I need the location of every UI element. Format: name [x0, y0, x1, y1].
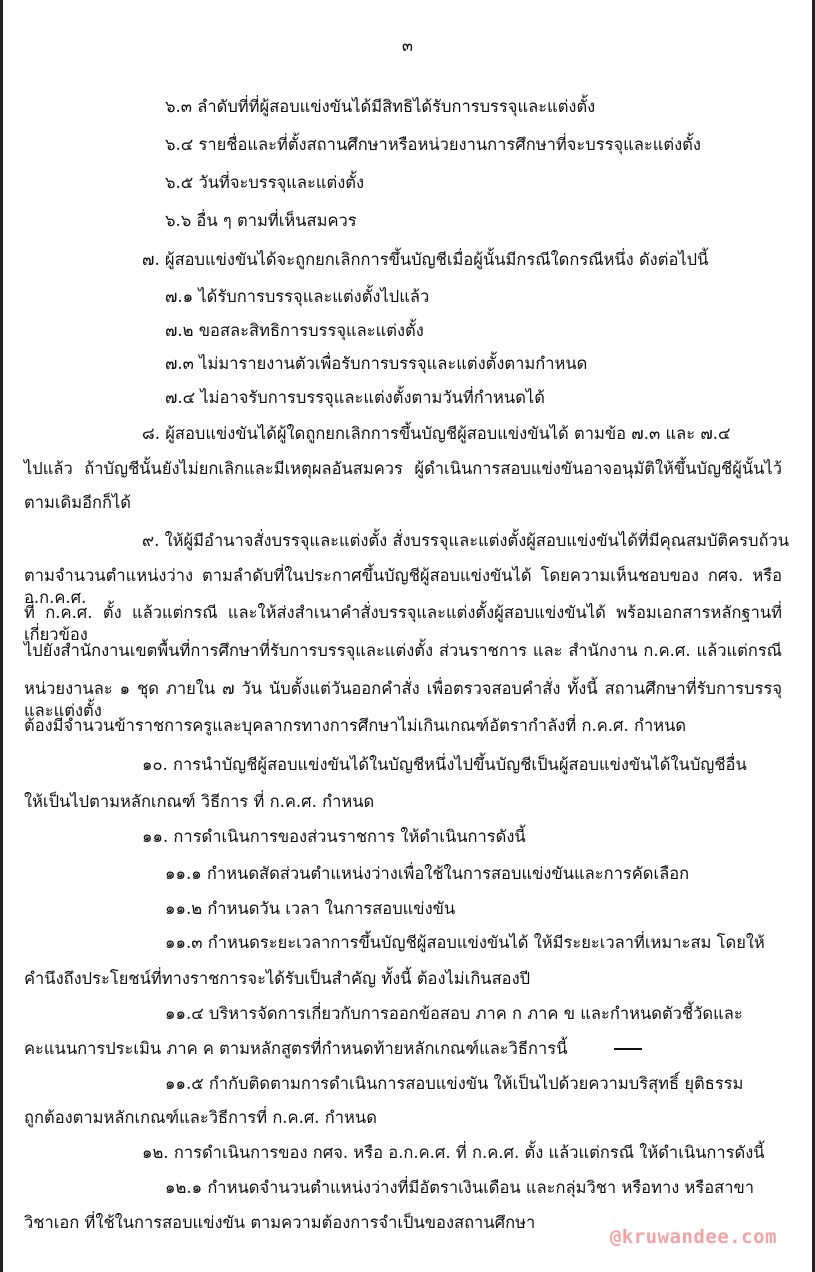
clause-7-1: ๗.๑ ได้รับการบรรจุและแต่งตั้งไปแล้ว	[165, 287, 430, 306]
clause-10-line-2: ให้เป็นไปตามหลักเกณฑ์ วิธีการ ที่ ก.ค.ศ. กำหนด	[24, 792, 375, 811]
clause-12-1-line-1: ๑๒.๑ กำหนดจำนวนตำแหน่งว่างที่มีอัตราเงินเดือน และกลุ่มวิชา หรือทาง หรือสาขา	[165, 1178, 755, 1197]
clause-9-line-1: ๙. ให้ผู้มีอำนาจสั่งบรรจุและแต่งตั้ง สั่งบรรจุและแต่งตั้งผู้สอบแข่งขันได้ที่มีคุณสมบัติครบถ้วน	[142, 531, 790, 550]
clause-11: ๑๑. การดำเนินการของส่วนราชการ ให้ดำเนินการดังนี้	[142, 827, 526, 846]
clause-6-3: ๖.๓ ลำดับที่ที่ผู้สอบแข่งขันได้มีสิทธิได้รับการบรรจุและแต่งตั้ง	[165, 97, 596, 116]
clause-11-5-line-2: ถูกต้องตามหลักเกณฑ์และวิธีการที่ ก.ค.ศ. กำหนด	[24, 1108, 377, 1127]
page-number: ๓	[402, 36, 413, 55]
watermark: @kruwandee.com	[609, 1226, 777, 1248]
clause-9-line-2: ตามจำนวนตำแหน่งว่าง ตามลำดับที่ในประกาศขึ้นบัญชีผู้สอบแข่งขันได้ โดยความเห็นชอบของ กศจ. หรือ อ.ก.ค.ศ.	[24, 566, 782, 607]
clause-8-line-3: ตามเดิมอีกก็ได้	[24, 493, 131, 512]
clause-10-line-1: ๑๐. การนำบัญชีผู้สอบแข่งขันได้ในบัญชีหนึ่งไปขึ้นบัญชีเป็นผู้สอบแข่งขันได้ในบัญชีอื่น	[142, 755, 747, 774]
clause-7-2: ๗.๒ ขอสละสิทธิการบรรจุและแต่งตั้ง	[165, 321, 424, 340]
clause-9-line-3: ที่ ก.ค.ศ. ตั้ง แล้วแต่กรณี และให้ส่งสำเนาคำสั่งบรรจุและแต่งตั้งผู้สอบแข่งขันได้ พร้อมเอกสารหลักฐานที่เกี่ยวข้อง	[24, 603, 782, 644]
clause-8-line-2: ไปแล้ว ถ้าบัญชีนั้นยังไม่ยกเลิกและมีเหตุผลอันสมควร ผู้ดำเนินการสอบแข่งขันอาจอนุมัติให้ขึ้นบัญชีผู้นั้นไว้	[24, 459, 782, 478]
clause-7-3: ๗.๓ ไม่มารายงานตัวเพื่อรับการบรรจุและแต่งตั้งตามกำหนด	[165, 354, 588, 373]
clause-9-line-5: หน่วยงานละ ๑ ชุด ภายใน ๗ วัน นับตั้งแต่วันออกคำสั่ง เพื่อตรวจสอบคำสั่ง ทั้งนี้ สถานศึกษาที่รับการบรรจุและแต่งตั้ง	[24, 679, 782, 720]
clause-12: ๑๒. การดำเนินการของ กศจ. หรือ อ.ก.ค.ศ. ที่ ก.ค.ศ. ตั้ง แล้วแต่กรณี ให้ดำเนินการดังนี้	[142, 1143, 765, 1162]
clause-6-4: ๖.๔ รายชื่อและที่ตั้งสถานศึกษาหรือหน่วยงานการศึกษาที่จะบรรจุและแต่งตั้ง	[165, 135, 701, 154]
clause-11-4-line-2: คะแนนการประเมิน ภาค ค ตามหลักสูตรที่กำหนดท้ายหลักเกณฑ์และวิธีการนี้	[24, 1039, 568, 1058]
clause-9-line-4: ไปยังสำนักงานเขตพื้นที่การศึกษาที่รับการบรรจุและแต่งตั้ง ส่วนราชการ และ สำนักงาน ก.ค.ศ. แล้วแต่กรณี	[24, 641, 782, 660]
scan-border-left	[0, 0, 3, 1272]
clause-11-2: ๑๑.๒ กำหนดวัน เวลา ในการสอบแข่งขัน	[165, 899, 456, 918]
clause-7: ๗. ผู้สอบแข่งขันได้จะถูกยกเลิกการขึ้นบัญชีเมื่อผู้นั้นมีกรณีใดกรณีหนึ่ง ดังต่อไปนี้	[142, 250, 709, 269]
clause-6-6: ๖.๖ อื่น ๆ ตามที่เห็นสมควร	[165, 211, 357, 230]
clause-11-3-line-2: คำนึงถึงประโยชน์ที่ทางราชการจะได้รับเป็นสำคัญ ทั้งนี้ ต้องไม่เกินสองปี	[24, 969, 531, 988]
clause-6-5: ๖.๕ วันที่จะบรรจุและแต่งตั้ง	[165, 173, 365, 192]
clause-11-1: ๑๑.๑ กำหนดสัดส่วนตำแหน่งว่างเพื่อใช้ในการสอบแข่งขันและการคัดเลือก	[165, 864, 690, 883]
clause-8-line-1: ๘. ผู้สอบแข่งขันได้ผู้ใดถูกยกเลิกการขึ้นบัญชีผู้สอบแข่งขันได้ ตามข้อ ๗.๓ และ ๗.๔	[142, 424, 731, 443]
clause-11-5-line-1: ๑๑.๕ กำกับติดตามการดำเนินการสอบแข่งขัน ให้เป็นไปด้วยความบริสุทธิ์ ยุติธรรม	[165, 1074, 744, 1093]
clause-11-4-line-1: ๑๑.๔ บริหารจัดการเกี่ยวกับการออกข้อสอบ ภาค ก ภาค ข และกำหนดตัวชี้วัดและ	[165, 1004, 743, 1023]
clause-7-4: ๗.๔ ไม่อาจรับการบรรจุและแต่งตั้งตามวันที่กำหนดได้	[165, 388, 545, 407]
clause-9-line-6: ต้องมีจำนวนข้าราชการครูและบุคลากรทางการศึกษาไม่เกินเกณฑ์อัตรากำลังที่ ก.ค.ศ. กำหนด	[24, 716, 687, 735]
clause-11-3-line-1: ๑๑.๓ กำหนดระยะเวลาการขึ้นบัญชีผู้สอบแข่งขันได้ ให้มีระยะเวลาที่เหมาะสม โดยให้	[165, 933, 765, 952]
clause-12-1-line-2: วิชาเอก ที่ใช้ในการสอบแข่งขัน ตามความต้องการจำเป็นของสถานศึกษา	[24, 1213, 536, 1232]
handwritten-dash-mark	[614, 1048, 642, 1050]
